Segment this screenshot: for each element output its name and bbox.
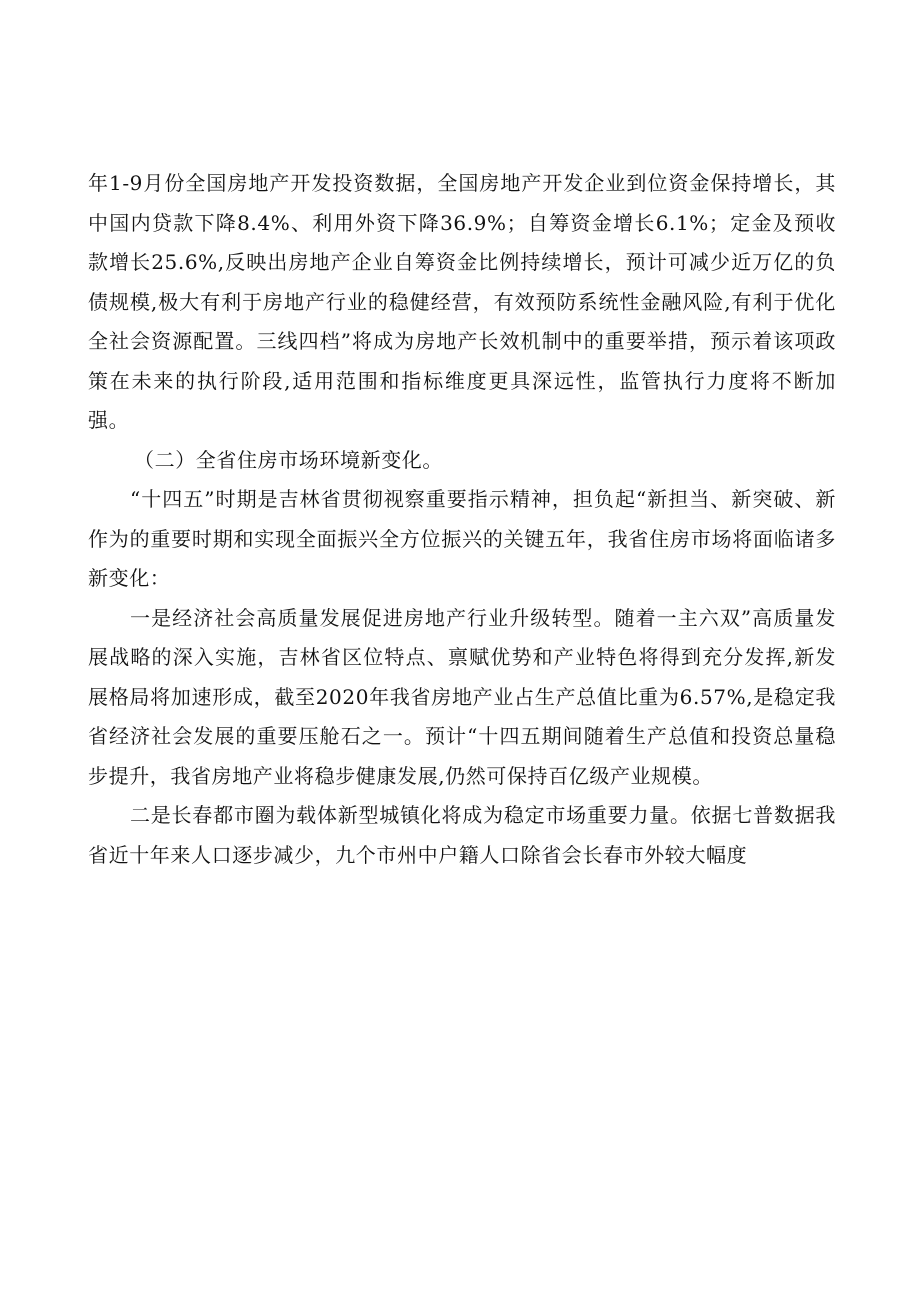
paragraph-fourteenth-five-year: “十四五”时期是吉林省贯彻视察重要指示精神，担负起“新担当、新突破、新作为的重要时期和实现全面振兴全方位振兴的关键五年，我省住房市场将面临诸多新变化： — [88, 487, 836, 590]
paragraph-point-one: 一是经济社会高质量发展促进房地产行业升级转型。随着一主六双”高质量发展战略的深入实施，吉林省区位特点、禀赋优势和产业特色将得到充分发挥,新发展格局将加速形成，截至2020年我省房地产业占生产总值比重为6.57%,是稳定我省经济社会发展的重要压舱石之一。预计“十四五期间随着生产总值和投资总量稳步提升，我省房地产业将稳步健康发展,仍然可保持百亿级产业规模。 — [88, 605, 836, 788]
paragraph-point-two: 二是长春都市圈为载体新型城镇化将成为稳定市场重要力量。依据七普数据我省近十年来人口逐步减少，九个市州中户籍人口除省会长春市外较大幅度 — [88, 803, 836, 867]
paragraph-investment-data: 年1-9月份全国房地产开发投资数据，全国房地产开发企业到位资金保持增长，其中国内贷款下降8.4%、利用外资下降36.9%；自筹资金增长6.1%；定金及预收款增长25.6%,反映出房地产企业自筹资金比例持续增长，预计可减少近万亿的负债规模,极大有利于房地产行业的稳健经营，有效预防系统性金融风险,有利于优化全社会资源配置。三线四档”将成为房地产长效机制中的重要举措，预示着该项政策在未来的执行阶段,适用范围和指标维度更具深远性，监管执行力度将不断加强。 — [88, 171, 836, 432]
section-heading-market-changes: （二）全省住房市场环境新变化。 — [134, 447, 443, 472]
document-body — [88, 164, 836, 875]
